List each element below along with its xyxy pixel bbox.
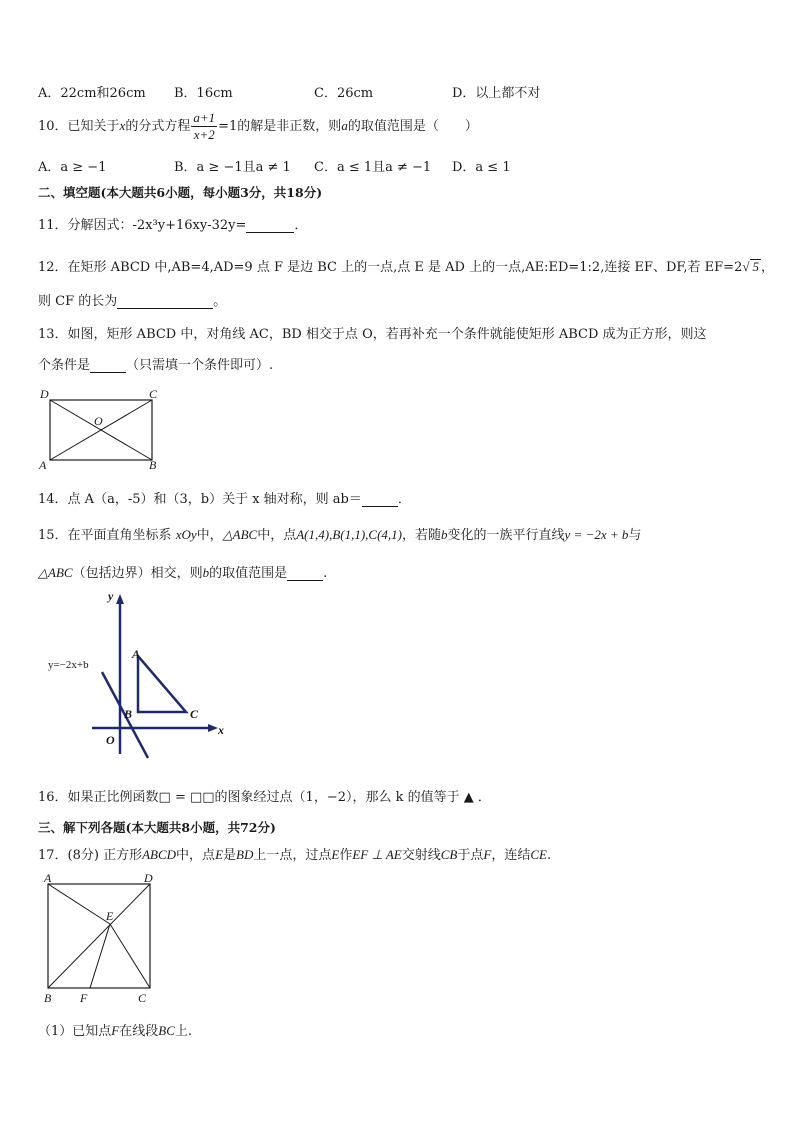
- label-x: x: [218, 723, 224, 737]
- label-f: F: [80, 991, 88, 1005]
- q12-end: 。: [213, 294, 227, 309]
- section-3-heading: 三、解下列各题(本大题共8小题，共72分): [38, 820, 276, 835]
- q15-var-b: b: [441, 527, 448, 542]
- q17-d: 上一点，过点: [253, 848, 332, 863]
- diagonal-bd: [48, 884, 150, 988]
- q10-option-a: A．a ≥ −1: [38, 160, 107, 175]
- label-y: y: [108, 589, 114, 603]
- q15-triangle: △ABC: [222, 527, 258, 542]
- q10-option-d: D．a ≤ 1: [452, 160, 511, 175]
- q13-rectangle-figure: [36, 384, 166, 474]
- q17-ce: CE: [530, 847, 547, 862]
- label-d: D: [144, 871, 153, 885]
- label-a: A: [132, 647, 141, 661]
- q15-a: 15．在平面直角坐标系: [38, 528, 172, 543]
- label-c: C: [138, 991, 147, 1005]
- label-e: E: [106, 909, 114, 923]
- q10-eq: =1: [218, 119, 238, 134]
- q14-text: 14．点 A（a，-5）和（3，b）关于 x 轴对称，则 ab＝: [38, 492, 362, 507]
- label-b: B: [149, 458, 157, 472]
- q17-i: .: [546, 848, 552, 863]
- q17-sub1-c: 上.: [174, 1024, 193, 1039]
- q15-b: 中，: [196, 528, 223, 543]
- label-a: A: [39, 458, 47, 472]
- label-c: C: [190, 707, 199, 721]
- q12-answer-blank: [117, 296, 213, 309]
- q17-sub1-b: 在线段: [119, 1024, 159, 1039]
- q17-sub1-f: F: [111, 1023, 120, 1038]
- q10-var-a: a: [341, 118, 348, 133]
- q12-sqrt: 5: [752, 259, 759, 274]
- x-axis-arrow: [208, 724, 218, 732]
- q13-answer-blank: [90, 360, 126, 373]
- q15-e: 变化的一族平行直线: [447, 528, 565, 543]
- q15-line2-d: 的取值范围是: [209, 566, 288, 581]
- q11: [38, 214, 307, 233]
- q10-fraction: [191, 110, 217, 143]
- q14-end: ．: [397, 492, 411, 507]
- q15-c: 中，点: [257, 528, 297, 543]
- q10-tail: 的取值范围是（ ）: [347, 119, 478, 134]
- q12-text: 12．在矩形 ABCD 中,AB=4,AD=9 点 F 是边 BC 上的一点,点 E 是 AD 上的一点,AE:ED=1:2,连接 EF、DF,若 EF=2: [38, 260, 743, 275]
- q11-answer-blank: [246, 220, 294, 233]
- label-o: O: [106, 733, 115, 747]
- q15-xoy: xOy: [175, 527, 197, 542]
- label-o: O: [94, 414, 103, 428]
- q10-option-b: B．a ≥ −1且a ≠ 1: [174, 160, 291, 175]
- q15-points: A(1,4),B(1,1),C(4,1): [296, 527, 402, 542]
- q10-stem: [38, 110, 478, 143]
- q12-comma: ，: [760, 260, 774, 275]
- q17-sub1: [38, 1020, 192, 1039]
- triangle-abc: [138, 656, 186, 712]
- q17-stem: [38, 844, 551, 863]
- q15-line-eq: y = −2x + b: [564, 527, 629, 542]
- q13-line2-b: （只需填一个条件即可）.: [126, 358, 274, 373]
- y-axis-arrow: [116, 594, 124, 604]
- q12-line2-text: 则 CF 的长为: [38, 294, 118, 309]
- q15-coordinate-figure: [44, 586, 244, 760]
- q15-f: 与: [628, 528, 642, 543]
- q17-abcd: ABCD: [142, 847, 177, 862]
- q9-option-c: C．26cm: [314, 86, 374, 101]
- q10-frac-den: x+2: [193, 127, 215, 142]
- q15-line2-var-b: b: [202, 565, 210, 580]
- q15-line2-triangle: △ABC: [38, 565, 73, 580]
- q15-line2-b: （包括边界）相交，则: [72, 566, 203, 581]
- q17-h: ，连结: [491, 848, 531, 863]
- q17-perp: EF ⊥ AE: [352, 847, 402, 862]
- q17-c: 是: [223, 848, 237, 863]
- q17-f: F: [483, 847, 492, 862]
- q17-e-text: 作: [339, 848, 353, 863]
- label-a: A: [44, 871, 52, 885]
- q17-sub1-bc: BC: [158, 1023, 175, 1038]
- q17-square-figure: [38, 870, 164, 1008]
- line-label: y=−2x+b: [48, 659, 89, 671]
- q13-line2: [38, 354, 273, 373]
- label-c: C: [149, 387, 158, 401]
- label-d: D: [40, 387, 49, 401]
- q10-option-c: C．a ≤ 1且a ≠ −1: [314, 160, 432, 175]
- q16: 16．如果正比例函数□ = □□的图象经过点（1，−2），那么 k 的值等于 ▲ ．: [38, 790, 491, 805]
- q15-end: .: [323, 566, 328, 581]
- q14-answer-blank: [362, 494, 398, 507]
- q10-options: [38, 156, 758, 176]
- q17-sub1-a: （1）已知点: [38, 1024, 112, 1039]
- segment-ec: [110, 924, 150, 988]
- q10-mid: 的分式方程: [125, 119, 191, 134]
- q11-end: ．: [294, 218, 308, 233]
- q15-d: ，若随: [402, 528, 442, 543]
- q13-line2-a: 个条件是: [38, 358, 91, 373]
- q11-text: 11．分解因式：-2x³y+16xy-32y=: [38, 218, 247, 233]
- q10-var-x: x: [119, 118, 126, 133]
- q9-option-b: B．16cm: [174, 86, 233, 101]
- q10-after: 的解是非正数，则: [237, 119, 342, 134]
- q17-e2: E: [331, 847, 340, 862]
- q17-e: E: [215, 847, 224, 862]
- q17-b: 中，点: [176, 848, 216, 863]
- q9-option-a: A．22cm和26cm: [38, 86, 146, 101]
- q17-bd: BD: [236, 847, 254, 862]
- q17-a: 17．(8分) 正方形: [38, 848, 143, 863]
- q12-line2: [38, 290, 226, 309]
- q15-line2: [38, 562, 327, 581]
- segment-ae: [48, 884, 110, 924]
- q17-f-text: 交射线: [401, 848, 441, 863]
- q17-cb: CB: [440, 847, 458, 862]
- q15-line1: [38, 524, 641, 543]
- label-b: B: [124, 707, 133, 721]
- label-b: B: [44, 991, 52, 1005]
- section-2-heading: 二、填空题(本大题共6小题，每小题3分，共18分): [38, 185, 323, 200]
- q14: [38, 488, 411, 507]
- q10-prefix: 10．已知关于: [38, 119, 120, 134]
- q9-option-d: D．以上都不对: [452, 86, 541, 101]
- q15-answer-blank: [287, 568, 323, 581]
- segment-ef: [90, 924, 110, 988]
- q9-options: [38, 82, 758, 102]
- q17-g: 于点: [457, 848, 484, 863]
- q13-line1: 13．如图，矩形 ABCD 中，对角线 AC，BD 相交于点 O，若再补充一个条件就能使矩形 ABCD 成为正方形，则这: [38, 327, 707, 342]
- q10-frac-num: a+1: [193, 110, 216, 125]
- q12-line1: 12．在矩形 ABCD 中,AB=4,AD=9 点 F 是边 BC 上的一点,点 E 是 AD 上的一点,AE:ED=1:2,连接 EF、DF,若 EF=2√ 5 ，: [38, 259, 774, 275]
